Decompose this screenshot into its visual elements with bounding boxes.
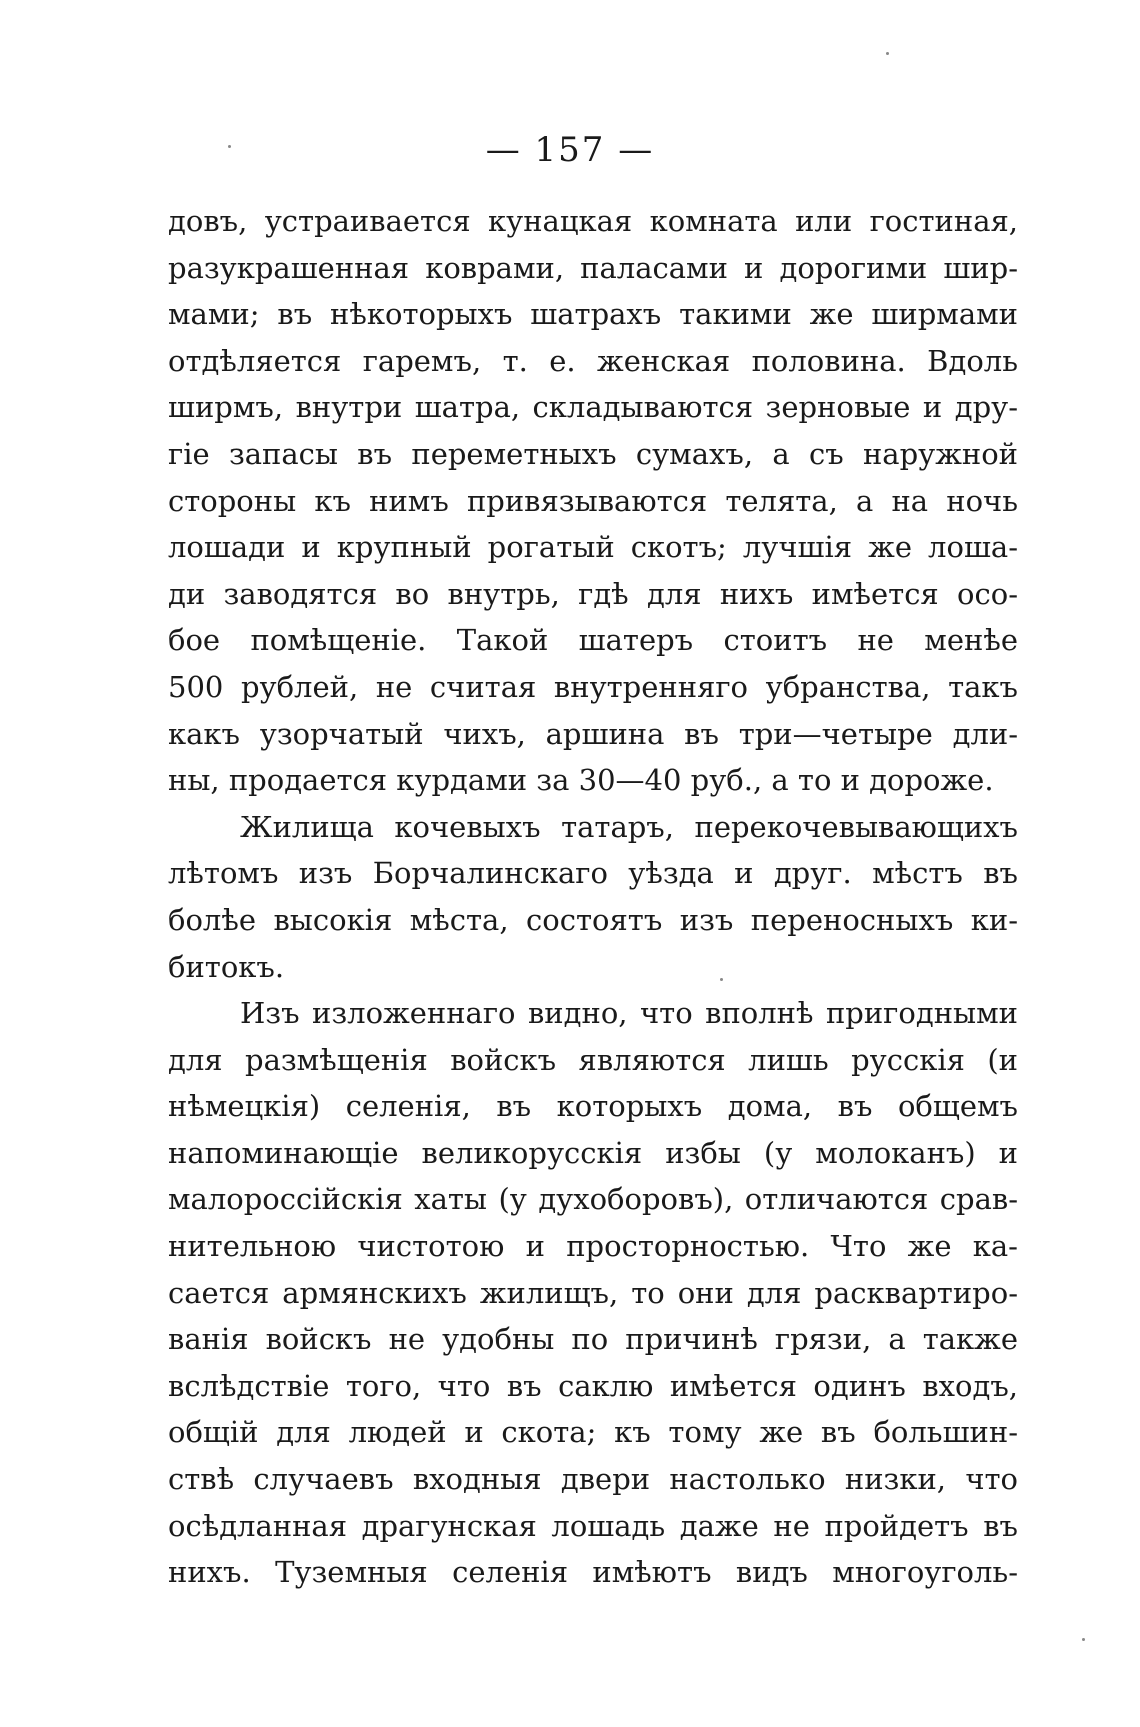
text-line: 500 рублей, не считая внутренняго убранства, такъ bbox=[168, 669, 1018, 704]
text-line: нѣмецкія) селенія, въ которыхъ дома, въ общемъ bbox=[168, 1089, 1018, 1124]
paragraph-start-line: Изъ изложеннаго видно, что вполнѣ пригодными bbox=[240, 996, 1018, 1031]
text-line: битокъ. bbox=[168, 949, 285, 984]
text-line: вслѣдствіе того, что въ саклю имѣется одинъ входъ, bbox=[168, 1368, 1018, 1403]
text-line: какъ узорчатый чихъ, аршина въ три—четыре дли- bbox=[168, 716, 1018, 751]
text-line: нительною чистотою и просторностью. Что же ка- bbox=[168, 1229, 1018, 1264]
body-text bbox=[168, 198, 1018, 1596]
text-line: лѣтомъ изъ Борчалинскаго уѣзда и друг. мѣстъ въ bbox=[168, 856, 1018, 891]
text-line: сается армянскихъ жилищъ, то они для расквартиро- bbox=[168, 1275, 1018, 1310]
text-line: лошади и крупный рогатый скотъ; лучшія же лоша- bbox=[168, 530, 1018, 565]
text-line: осѣдланная драгунская лошадь даже не пройдетъ въ bbox=[168, 1508, 1018, 1543]
page-number: — 157 — bbox=[485, 130, 655, 170]
text-line: бое помѣщеніе. Такой шатеръ стоитъ не менѣе bbox=[168, 623, 1018, 658]
text-line: ствѣ случаевъ входныя двери настолько низки, что bbox=[168, 1462, 1018, 1497]
paper-speck bbox=[720, 978, 723, 981]
text-line: разукрашенная коврами, паласами и дорогими шир- bbox=[168, 250, 1018, 285]
text-line: общій для людей и скота; къ тому же въ большин- bbox=[168, 1415, 1018, 1450]
text-line: для размѣщенія войскъ являются лишь русскія (и bbox=[168, 1042, 1018, 1077]
text-line: малороссійскія хаты (у духоборовъ), отличаются срав- bbox=[168, 1182, 1018, 1217]
text-line: отдѣляется гаремъ, т. е. женская половина. Вдоль bbox=[168, 343, 1018, 378]
text-line: ны, продается курдами за 30—40 руб., а то и дороже. bbox=[168, 763, 994, 798]
text-line: довъ, устраивается кунацкая комната или гостиная, bbox=[168, 204, 1018, 238]
paper-speck bbox=[886, 52, 889, 55]
text-line: напоминающіе великорусскія избы (у молоканъ) и bbox=[168, 1135, 1018, 1170]
text-line: болѣе высокія мѣста, состоятъ изъ переносныхъ ки- bbox=[168, 902, 1018, 937]
text-line: нихъ. Туземныя селенія имѣютъ видъ многоуголь- bbox=[168, 1555, 1018, 1590]
text-line: стороны къ нимъ привязываются телята, а на ночь bbox=[168, 483, 1018, 518]
text-line: гіе запасы въ переметныхъ сумахъ, а съ наружной bbox=[168, 436, 1018, 471]
paper-speck bbox=[228, 145, 231, 148]
text-line: ширмъ, внутри шатра, складываются зерновые и дру- bbox=[168, 390, 1018, 425]
text-line: ди заводятся во внутрь, гдѣ для нихъ имѣется осо- bbox=[168, 576, 1018, 611]
paragraph-start-line: Жилища кочевыхъ татаръ, перекочевывающихъ bbox=[240, 809, 1018, 844]
text-line: мами; въ нѣкоторыхъ шатрахъ такими же ширмами bbox=[168, 297, 1018, 332]
text-line: ванія войскъ не удобны по причинѣ грязи, а также bbox=[168, 1322, 1018, 1357]
paper-speck bbox=[1082, 1638, 1085, 1641]
